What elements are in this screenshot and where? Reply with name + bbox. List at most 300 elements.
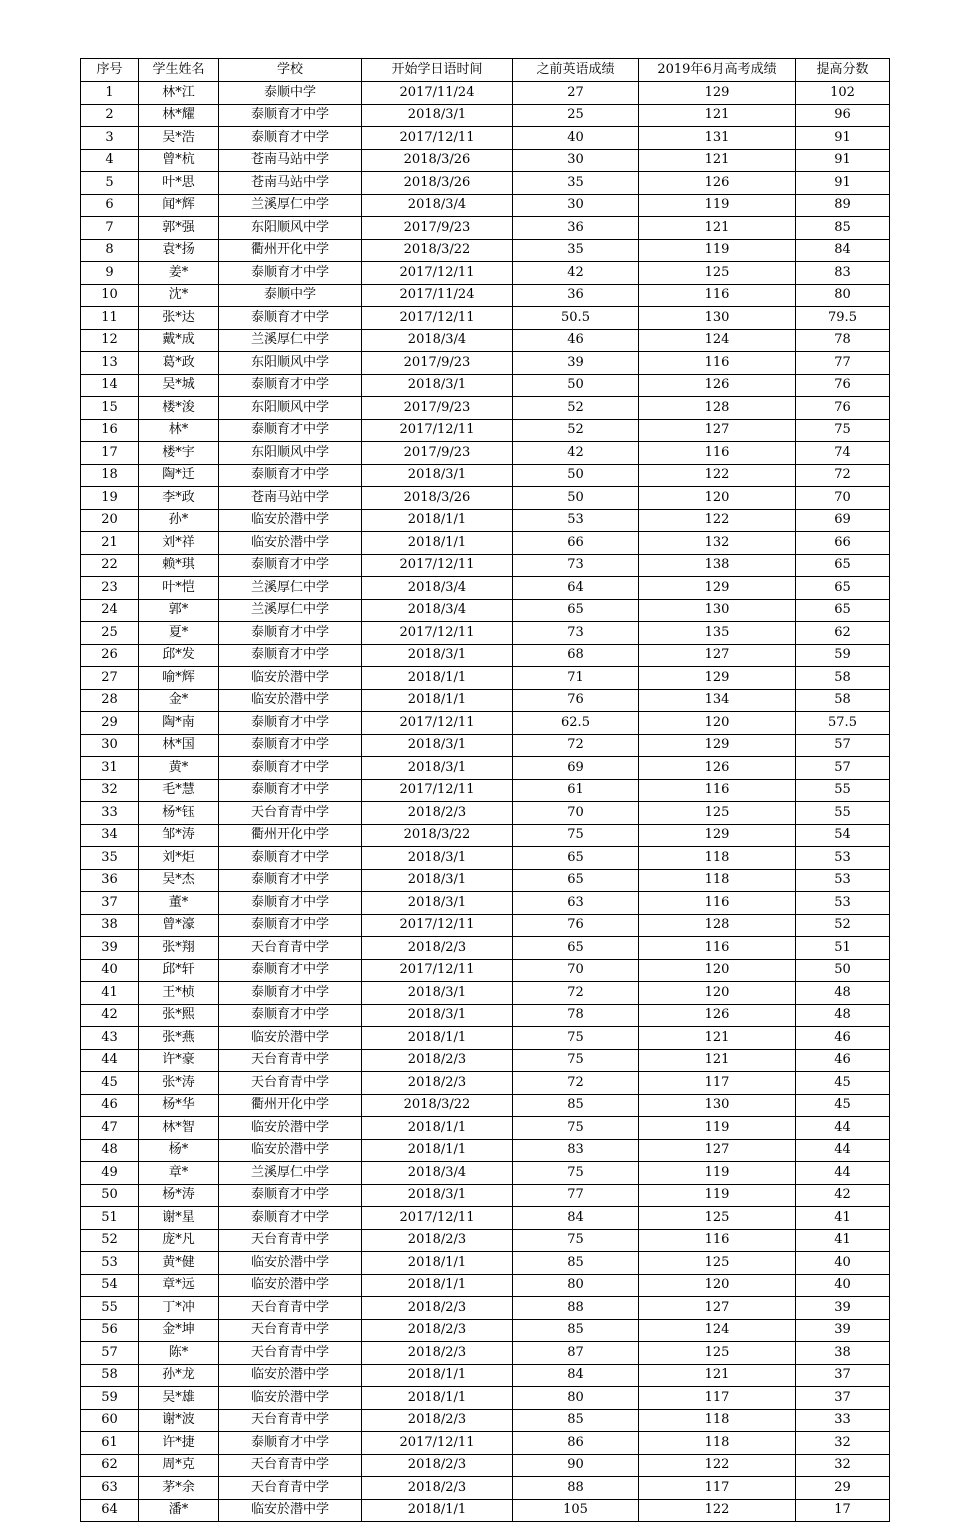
cell-previous-english-score: 80 [513,1274,639,1297]
cell-index: 12 [81,329,139,352]
cell-start-japanese-date: 2018/3/26 [362,172,513,195]
table-row [81,1207,890,1230]
cell-previous-english-score: 85 [513,1252,639,1275]
cell-index: 25 [81,622,139,645]
cell-index: 53 [81,1252,139,1275]
table-row [81,262,890,285]
table-row [81,1364,890,1387]
cell-score-improvement: 37 [796,1387,890,1410]
cell-start-japanese-date: 2017/9/23 [362,217,513,240]
table-row [81,104,890,127]
cell-student-name: 夏* [139,622,219,645]
cell-previous-english-score: 52 [513,419,639,442]
cell-gaokao-2019-june-score: 120 [639,487,796,510]
cell-index: 19 [81,487,139,510]
cell-previous-english-score: 50.5 [513,307,639,330]
cell-previous-english-score: 75 [513,824,639,847]
cell-index: 22 [81,554,139,577]
cell-previous-english-score: 66 [513,532,639,555]
cell-school: 泰顺育才中学 [219,644,362,667]
cell-previous-english-score: 76 [513,914,639,937]
cell-index: 43 [81,1027,139,1050]
cell-school: 天台育青中学 [219,1477,362,1500]
cell-start-japanese-date: 2018/3/4 [362,599,513,622]
cell-school: 泰顺育才中学 [219,127,362,150]
cell-gaokao-2019-june-score: 116 [639,284,796,307]
cell-previous-english-score: 36 [513,284,639,307]
cell-gaokao-2019-june-score: 130 [639,307,796,330]
cell-score-improvement: 84 [796,239,890,262]
cell-score-improvement: 38 [796,1342,890,1365]
cell-score-improvement: 54 [796,824,890,847]
cell-gaokao-2019-june-score: 120 [639,982,796,1005]
cell-start-japanese-date: 2017/12/11 [362,622,513,645]
cell-student-name: 沈* [139,284,219,307]
table-row [81,1342,890,1365]
cell-gaokao-2019-june-score: 116 [639,1229,796,1252]
cell-previous-english-score: 75 [513,1162,639,1185]
cell-previous-english-score: 62.5 [513,712,639,735]
cell-school: 临安於潜中学 [219,1387,362,1410]
column-header-gaokao-2019-june-score: 2019年6月高考成绩 [639,59,796,82]
cell-index: 45 [81,1072,139,1095]
cell-score-improvement: 17 [796,1499,890,1522]
cell-gaokao-2019-june-score: 125 [639,1342,796,1365]
table-row [81,532,890,555]
table-row [81,1477,890,1500]
cell-school: 临安於潜中学 [219,667,362,690]
cell-student-name: 许*豪 [139,1049,219,1072]
cell-school: 衢州开化中学 [219,239,362,262]
student-scores-table [80,58,890,1522]
cell-gaokao-2019-june-score: 116 [639,937,796,960]
cell-index: 3 [81,127,139,150]
table-row [81,599,890,622]
cell-gaokao-2019-june-score: 116 [639,779,796,802]
cell-gaokao-2019-june-score: 121 [639,149,796,172]
cell-score-improvement: 37 [796,1364,890,1387]
cell-school: 临安於潜中学 [219,1252,362,1275]
cell-start-japanese-date: 2018/3/22 [362,239,513,262]
cell-student-name: 吴*城 [139,374,219,397]
cell-index: 16 [81,419,139,442]
cell-index: 56 [81,1319,139,1342]
table-row [81,1162,890,1185]
cell-student-name: 李*政 [139,487,219,510]
cell-previous-english-score: 64 [513,577,639,600]
cell-score-improvement: 91 [796,149,890,172]
cell-student-name: 刘*炬 [139,847,219,870]
cell-previous-english-score: 70 [513,959,639,982]
cell-gaokao-2019-june-score: 119 [639,1184,796,1207]
table-row [81,487,890,510]
cell-student-name: 楼*宇 [139,442,219,465]
cell-student-name: 董* [139,892,219,915]
cell-school: 泰顺育才中学 [219,1432,362,1455]
cell-start-japanese-date: 2017/9/23 [362,352,513,375]
table-row [81,802,890,825]
cell-school: 泰顺育才中学 [219,734,362,757]
cell-gaokao-2019-june-score: 129 [639,734,796,757]
cell-index: 61 [81,1432,139,1455]
table-row [81,464,890,487]
cell-school: 泰顺育才中学 [219,262,362,285]
cell-student-name: 邹*涛 [139,824,219,847]
cell-score-improvement: 62 [796,622,890,645]
cell-index: 36 [81,869,139,892]
cell-previous-english-score: 63 [513,892,639,915]
cell-previous-english-score: 30 [513,149,639,172]
cell-student-name: 杨*涛 [139,1184,219,1207]
cell-start-japanese-date: 2018/2/3 [362,1342,513,1365]
cell-start-japanese-date: 2018/3/1 [362,982,513,1005]
table-row [81,1274,890,1297]
cell-start-japanese-date: 2018/3/4 [362,577,513,600]
cell-previous-english-score: 25 [513,104,639,127]
cell-school: 泰顺育才中学 [219,892,362,915]
cell-student-name: 潘* [139,1499,219,1522]
cell-score-improvement: 39 [796,1319,890,1342]
cell-school: 东阳顺风中学 [219,217,362,240]
table-row [81,172,890,195]
table-row [81,374,890,397]
cell-start-japanese-date: 2018/1/1 [362,1139,513,1162]
cell-score-improvement: 44 [796,1162,890,1185]
cell-student-name: 吴*杰 [139,869,219,892]
cell-student-name: 叶*恺 [139,577,219,600]
cell-student-name: 楼*浚 [139,397,219,420]
table-row [81,982,890,1005]
cell-start-japanese-date: 2018/3/1 [362,104,513,127]
cell-index: 58 [81,1364,139,1387]
cell-index: 27 [81,667,139,690]
cell-index: 23 [81,577,139,600]
cell-index: 1 [81,82,139,105]
cell-start-japanese-date: 2018/2/3 [362,802,513,825]
table-row [81,397,890,420]
table-row [81,1117,890,1140]
cell-start-japanese-date: 2018/3/1 [362,869,513,892]
cell-gaokao-2019-june-score: 122 [639,1499,796,1522]
cell-start-japanese-date: 2018/2/3 [362,1049,513,1072]
table-row [81,1319,890,1342]
cell-previous-english-score: 72 [513,982,639,1005]
cell-gaokao-2019-june-score: 120 [639,712,796,735]
cell-start-japanese-date: 2017/11/24 [362,82,513,105]
cell-school: 泰顺中学 [219,284,362,307]
cell-student-name: 章*远 [139,1274,219,1297]
cell-score-improvement: 53 [796,869,890,892]
cell-start-japanese-date: 2018/3/4 [362,1162,513,1185]
table-row [81,1072,890,1095]
cell-school: 天台育青中学 [219,802,362,825]
cell-school: 兰溪厚仁中学 [219,194,362,217]
cell-score-improvement: 57 [796,757,890,780]
cell-gaokao-2019-june-score: 128 [639,397,796,420]
cell-previous-english-score: 30 [513,194,639,217]
cell-index: 28 [81,689,139,712]
cell-score-improvement: 44 [796,1139,890,1162]
cell-student-name: 谢*波 [139,1409,219,1432]
cell-previous-english-score: 84 [513,1364,639,1387]
cell-previous-english-score: 78 [513,1004,639,1027]
cell-score-improvement: 78 [796,329,890,352]
cell-student-name: 吴*雄 [139,1387,219,1410]
cell-student-name: 林*智 [139,1117,219,1140]
cell-score-improvement: 46 [796,1049,890,1072]
cell-previous-english-score: 40 [513,127,639,150]
table-row [81,622,890,645]
cell-score-improvement: 65 [796,577,890,600]
cell-student-name: 张*熙 [139,1004,219,1027]
table-row [81,442,890,465]
cell-student-name: 章* [139,1162,219,1185]
cell-score-improvement: 57.5 [796,712,890,735]
cell-index: 4 [81,149,139,172]
cell-school: 泰顺育才中学 [219,914,362,937]
cell-gaokao-2019-june-score: 118 [639,1432,796,1455]
cell-score-improvement: 45 [796,1072,890,1095]
cell-previous-english-score: 86 [513,1432,639,1455]
cell-index: 49 [81,1162,139,1185]
cell-score-improvement: 51 [796,937,890,960]
cell-school: 临安於潜中学 [219,532,362,555]
cell-index: 20 [81,509,139,532]
table-row [81,1094,890,1117]
cell-start-japanese-date: 2018/3/1 [362,644,513,667]
cell-gaokao-2019-june-score: 116 [639,892,796,915]
cell-start-japanese-date: 2018/1/1 [362,689,513,712]
cell-school: 天台育青中学 [219,1049,362,1072]
cell-index: 51 [81,1207,139,1230]
cell-previous-english-score: 50 [513,464,639,487]
table-row [81,757,890,780]
cell-score-improvement: 102 [796,82,890,105]
cell-score-improvement: 53 [796,847,890,870]
cell-student-name: 杨*钰 [139,802,219,825]
cell-start-japanese-date: 2018/2/3 [362,1072,513,1095]
cell-score-improvement: 48 [796,982,890,1005]
cell-previous-english-score: 77 [513,1184,639,1207]
cell-start-japanese-date: 2017/12/11 [362,262,513,285]
cell-score-improvement: 65 [796,554,890,577]
table-row [81,577,890,600]
cell-gaokao-2019-june-score: 128 [639,914,796,937]
cell-school: 泰顺中学 [219,82,362,105]
cell-school: 东阳顺风中学 [219,442,362,465]
cell-gaokao-2019-june-score: 121 [639,217,796,240]
cell-student-name: 戴*成 [139,329,219,352]
cell-index: 15 [81,397,139,420]
cell-previous-english-score: 65 [513,599,639,622]
cell-score-improvement: 58 [796,689,890,712]
cell-index: 30 [81,734,139,757]
cell-student-name: 张*翔 [139,937,219,960]
cell-school: 兰溪厚仁中学 [219,577,362,600]
cell-gaokao-2019-june-score: 124 [639,1319,796,1342]
cell-index: 44 [81,1049,139,1072]
cell-school: 泰顺育才中学 [219,779,362,802]
cell-previous-english-score: 69 [513,757,639,780]
cell-score-improvement: 75 [796,419,890,442]
cell-school: 东阳顺风中学 [219,397,362,420]
cell-previous-english-score: 85 [513,1319,639,1342]
table-row [81,307,890,330]
cell-school: 临安於潜中学 [219,1274,362,1297]
cell-index: 29 [81,712,139,735]
cell-score-improvement: 85 [796,217,890,240]
cell-school: 泰顺育才中学 [219,1004,362,1027]
table-row [81,419,890,442]
cell-gaokao-2019-june-score: 117 [639,1477,796,1500]
cell-previous-english-score: 87 [513,1342,639,1365]
cell-score-improvement: 53 [796,892,890,915]
cell-index: 59 [81,1387,139,1410]
cell-index: 9 [81,262,139,285]
cell-school: 天台育青中学 [219,1342,362,1365]
table-row [81,847,890,870]
cell-gaokao-2019-june-score: 129 [639,577,796,600]
cell-school: 临安於潜中学 [219,1027,362,1050]
cell-gaokao-2019-june-score: 129 [639,824,796,847]
table-row [81,284,890,307]
cell-index: 46 [81,1094,139,1117]
cell-gaokao-2019-june-score: 126 [639,374,796,397]
cell-score-improvement: 45 [796,1094,890,1117]
cell-previous-english-score: 50 [513,487,639,510]
cell-start-japanese-date: 2018/3/4 [362,329,513,352]
cell-gaokao-2019-june-score: 119 [639,1117,796,1140]
cell-start-japanese-date: 2017/12/11 [362,1432,513,1455]
cell-start-japanese-date: 2017/12/11 [362,127,513,150]
cell-previous-english-score: 72 [513,1072,639,1095]
cell-score-improvement: 76 [796,374,890,397]
table-row [81,914,890,937]
cell-student-name: 陶*迁 [139,464,219,487]
table-row [81,644,890,667]
cell-index: 5 [81,172,139,195]
cell-student-name: 郭* [139,599,219,622]
cell-gaokao-2019-june-score: 122 [639,1454,796,1477]
cell-gaokao-2019-june-score: 132 [639,532,796,555]
cell-score-improvement: 55 [796,779,890,802]
cell-score-improvement: 41 [796,1229,890,1252]
cell-student-name: 黄* [139,757,219,780]
cell-school: 兰溪厚仁中学 [219,329,362,352]
cell-gaokao-2019-june-score: 118 [639,1409,796,1432]
cell-score-improvement: 79.5 [796,307,890,330]
column-header-index: 序号 [81,59,139,82]
cell-previous-english-score: 75 [513,1117,639,1140]
cell-start-japanese-date: 2018/2/3 [362,937,513,960]
cell-student-name: 庞*凡 [139,1229,219,1252]
cell-school: 泰顺育才中学 [219,1207,362,1230]
cell-start-japanese-date: 2018/1/1 [362,1117,513,1140]
cell-index: 6 [81,194,139,217]
cell-score-improvement: 76 [796,397,890,420]
cell-start-japanese-date: 2018/2/3 [362,1229,513,1252]
cell-student-name: 金* [139,689,219,712]
cell-start-japanese-date: 2018/2/3 [362,1409,513,1432]
cell-index: 57 [81,1342,139,1365]
cell-student-name: 喻*辉 [139,667,219,690]
cell-index: 52 [81,1229,139,1252]
cell-student-name: 陶*南 [139,712,219,735]
cell-school: 泰顺育才中学 [219,622,362,645]
cell-gaokao-2019-june-score: 118 [639,847,796,870]
cell-school: 泰顺育才中学 [219,104,362,127]
cell-score-improvement: 33 [796,1409,890,1432]
cell-score-improvement: 46 [796,1027,890,1050]
cell-start-japanese-date: 2018/3/4 [362,194,513,217]
cell-start-japanese-date: 2018/1/1 [362,1252,513,1275]
cell-previous-english-score: 70 [513,802,639,825]
cell-start-japanese-date: 2018/3/1 [362,1184,513,1207]
cell-start-japanese-date: 2017/9/23 [362,442,513,465]
cell-score-improvement: 83 [796,262,890,285]
header-row [81,59,890,82]
cell-start-japanese-date: 2018/3/1 [362,464,513,487]
cell-school: 天台育青中学 [219,1319,362,1342]
cell-student-name: 林* [139,419,219,442]
cell-gaokao-2019-june-score: 135 [639,622,796,645]
cell-student-name: 曾*杭 [139,149,219,172]
cell-previous-english-score: 85 [513,1094,639,1117]
cell-start-japanese-date: 2017/12/11 [362,554,513,577]
table-row [81,937,890,960]
cell-start-japanese-date: 2017/12/11 [362,1207,513,1230]
cell-previous-english-score: 65 [513,847,639,870]
cell-student-name: 张*燕 [139,1027,219,1050]
cell-previous-english-score: 88 [513,1477,639,1500]
cell-gaokao-2019-june-score: 131 [639,127,796,150]
cell-gaokao-2019-june-score: 127 [639,1139,796,1162]
table-row [81,149,890,172]
cell-school: 临安於潜中学 [219,1117,362,1140]
cell-school: 东阳顺风中学 [219,352,362,375]
cell-start-japanese-date: 2018/2/3 [362,1297,513,1320]
cell-start-japanese-date: 2018/3/1 [362,757,513,780]
table-row [81,217,890,240]
cell-student-name: 许*捷 [139,1432,219,1455]
cell-gaokao-2019-june-score: 119 [639,239,796,262]
cell-gaokao-2019-june-score: 116 [639,352,796,375]
cell-student-name: 刘*祥 [139,532,219,555]
column-header-previous-english-score: 之前英语成绩 [513,59,639,82]
cell-index: 33 [81,802,139,825]
cell-gaokao-2019-june-score: 130 [639,1094,796,1117]
cell-score-improvement: 57 [796,734,890,757]
cell-previous-english-score: 42 [513,262,639,285]
cell-previous-english-score: 52 [513,397,639,420]
cell-school: 天台育青中学 [219,1454,362,1477]
cell-previous-english-score: 84 [513,1207,639,1230]
table-row [81,892,890,915]
cell-school: 苍南马站中学 [219,487,362,510]
cell-score-improvement: 96 [796,104,890,127]
cell-start-japanese-date: 2017/12/11 [362,914,513,937]
cell-school: 天台育青中学 [219,937,362,960]
column-header-score-improvement: 提高分数 [796,59,890,82]
cell-school: 泰顺育才中学 [219,847,362,870]
column-header-start-japanese-date: 开始学日语时间 [362,59,513,82]
cell-student-name: 叶*思 [139,172,219,195]
cell-student-name: 茅*余 [139,1477,219,1500]
table-row [81,1004,890,1027]
cell-previous-english-score: 73 [513,554,639,577]
table-row [81,1432,890,1455]
table-row [81,824,890,847]
